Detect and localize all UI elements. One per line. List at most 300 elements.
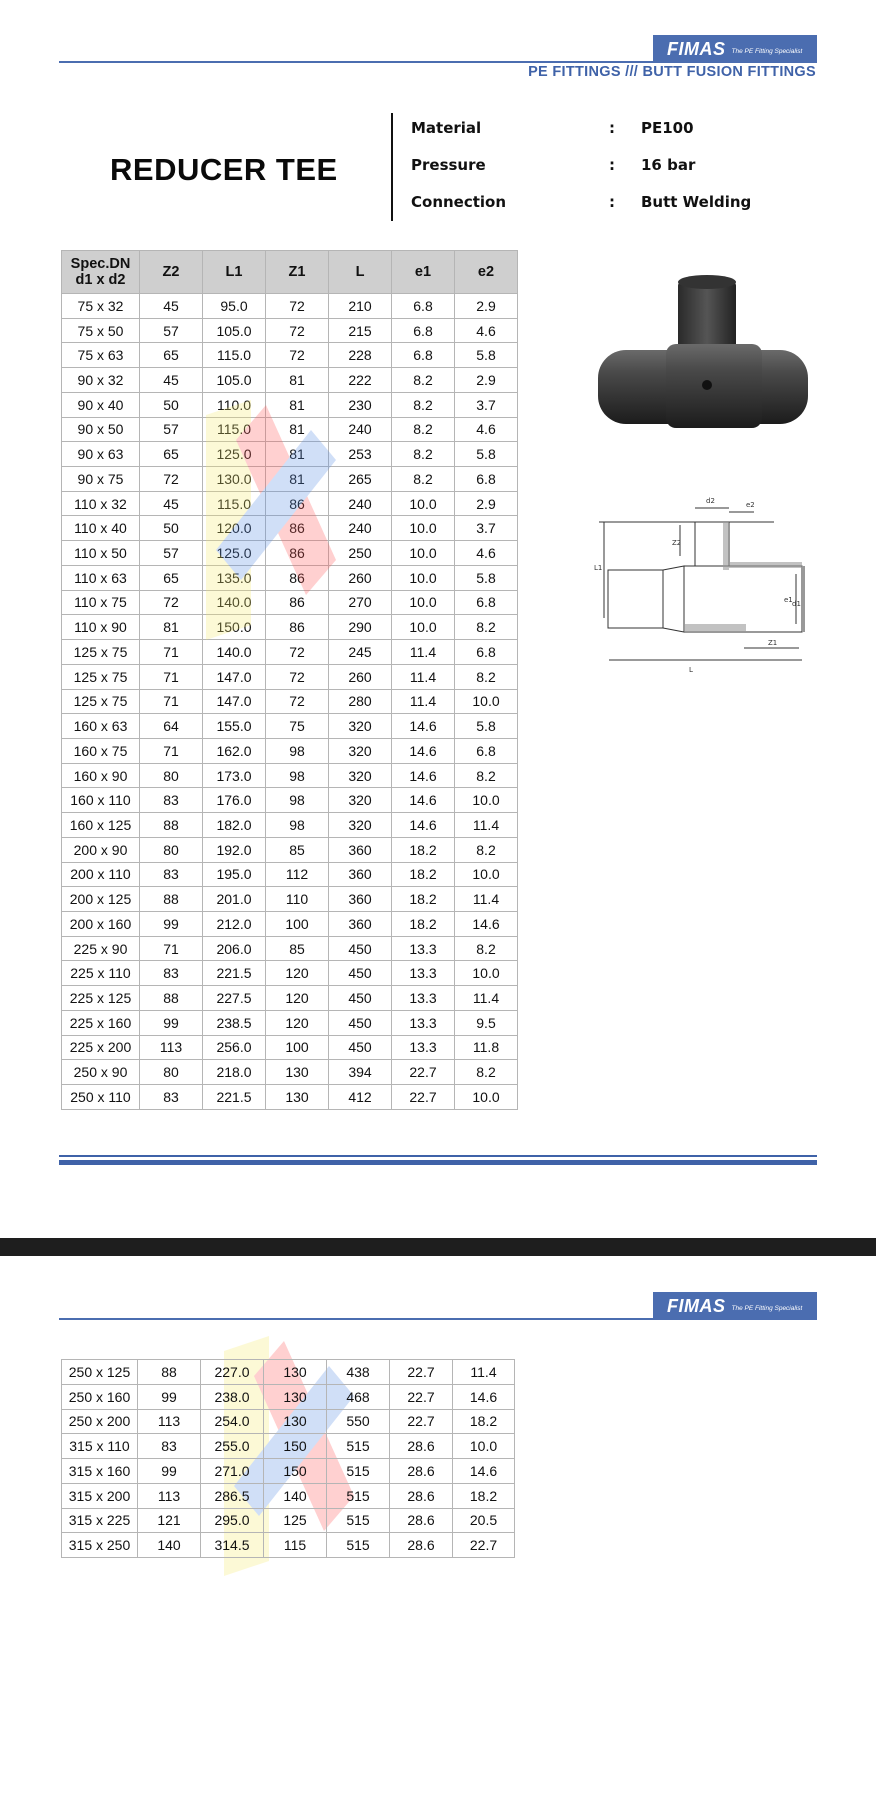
cell-z2: 140 xyxy=(138,1533,201,1558)
cell-z1: 75 xyxy=(266,714,329,739)
cell-spec-dn: 315 x 250 xyxy=(62,1533,138,1558)
spec-separator: : xyxy=(609,119,615,137)
table-row xyxy=(62,640,518,665)
cell-l: 240 xyxy=(329,491,392,516)
cell-e2: 20.5 xyxy=(453,1508,515,1533)
cell-l: 245 xyxy=(329,640,392,665)
cell-e1: 28.6 xyxy=(390,1508,453,1533)
dimensions-table-continued xyxy=(61,1359,515,1558)
cell-l1: 150.0 xyxy=(203,615,266,640)
brand-logo xyxy=(653,1292,817,1320)
cell-e2: 4.6 xyxy=(455,318,518,343)
column-header-z1: Z1 xyxy=(266,251,329,294)
cell-l: 515 xyxy=(327,1508,390,1533)
cell-l1: 105.0 xyxy=(203,318,266,343)
cell-e2: 8.2 xyxy=(455,936,518,961)
cell-e2: 6.8 xyxy=(455,467,518,492)
drawing-label: e1 xyxy=(784,596,793,604)
table-row xyxy=(62,1459,515,1484)
cell-e1: 6.8 xyxy=(392,343,455,368)
cell-l1: 130.0 xyxy=(203,467,266,492)
cell-z2: 83 xyxy=(140,788,203,813)
cell-z1: 125 xyxy=(264,1508,327,1533)
product-title: REDUCER TEE xyxy=(110,152,338,187)
cell-e2: 8.2 xyxy=(455,1060,518,1085)
cell-l: 468 xyxy=(327,1384,390,1409)
cell-z1: 130 xyxy=(264,1409,327,1434)
column-header-e2: e2 xyxy=(455,251,518,294)
cell-spec-dn: 90 x 40 xyxy=(62,392,140,417)
cell-e1: 10.0 xyxy=(392,565,455,590)
product-photo xyxy=(588,272,820,432)
cell-z2: 80 xyxy=(140,1060,203,1085)
cell-z2: 64 xyxy=(140,714,203,739)
cell-spec-dn: 250 x 90 xyxy=(62,1060,140,1085)
cell-e2: 3.7 xyxy=(455,392,518,417)
cell-z2: 50 xyxy=(140,392,203,417)
cell-e1: 8.2 xyxy=(392,368,455,393)
cell-z1: 100 xyxy=(266,1035,329,1060)
cell-spec-dn: 110 x 32 xyxy=(62,491,140,516)
cell-l1: 195.0 xyxy=(203,862,266,887)
cell-z2: 57 xyxy=(140,417,203,442)
cell-l1: 182.0 xyxy=(203,813,266,838)
table-row xyxy=(62,837,518,862)
cell-e1: 10.0 xyxy=(392,590,455,615)
table-row xyxy=(62,664,518,689)
cell-z2: 99 xyxy=(140,911,203,936)
cell-e1: 14.6 xyxy=(392,788,455,813)
column-header-z2: Z2 xyxy=(140,251,203,294)
table-row xyxy=(62,714,518,739)
cell-spec-dn: 75 x 63 xyxy=(62,343,140,368)
technical-drawing xyxy=(594,490,806,680)
table-row xyxy=(62,689,518,714)
cell-l1: 254.0 xyxy=(201,1409,264,1434)
cell-z2: 121 xyxy=(138,1508,201,1533)
cell-z2: 65 xyxy=(140,565,203,590)
cell-e2: 14.6 xyxy=(455,911,518,936)
table-header-row xyxy=(62,251,518,294)
cell-spec-dn: 90 x 32 xyxy=(62,368,140,393)
cell-z1: 98 xyxy=(266,788,329,813)
page-separator xyxy=(0,1238,876,1256)
cell-e1: 13.3 xyxy=(392,986,455,1011)
brand-tagline: The PE Fitting Specialist xyxy=(731,1305,803,1312)
cell-l1: 115.0 xyxy=(203,417,266,442)
cell-e2: 6.8 xyxy=(455,640,518,665)
cell-z1: 86 xyxy=(266,565,329,590)
table-row xyxy=(62,1508,515,1533)
table-row xyxy=(62,813,518,838)
table-row xyxy=(62,1533,515,1558)
cell-l: 360 xyxy=(329,887,392,912)
table-row xyxy=(62,1010,518,1035)
cell-e2: 14.6 xyxy=(453,1384,515,1409)
cell-e2: 5.8 xyxy=(455,714,518,739)
cell-l1: 206.0 xyxy=(203,936,266,961)
table-row xyxy=(62,1060,518,1085)
cell-e2: 2.9 xyxy=(455,294,518,319)
cell-e2: 11.4 xyxy=(455,986,518,1011)
cell-e2: 11.4 xyxy=(455,813,518,838)
table-row xyxy=(62,541,518,566)
cell-e1: 13.3 xyxy=(392,961,455,986)
cell-l1: 271.0 xyxy=(201,1459,264,1484)
cell-e1: 13.3 xyxy=(392,1035,455,1060)
cell-z1: 120 xyxy=(266,1010,329,1035)
cell-e1: 10.0 xyxy=(392,541,455,566)
cell-e1: 10.0 xyxy=(392,615,455,640)
cell-l1: 147.0 xyxy=(203,689,266,714)
cell-e2: 4.6 xyxy=(455,417,518,442)
cell-z1: 140 xyxy=(264,1483,327,1508)
cell-spec-dn: 200 x 160 xyxy=(62,911,140,936)
cell-l: 240 xyxy=(329,417,392,442)
cell-l1: 314.5 xyxy=(201,1533,264,1558)
cell-e1: 13.3 xyxy=(392,936,455,961)
cell-e2: 2.9 xyxy=(455,368,518,393)
spec-row-pressure xyxy=(411,156,811,176)
cell-spec-dn: 75 x 32 xyxy=(62,294,140,319)
cell-z1: 115 xyxy=(264,1533,327,1558)
table-row xyxy=(62,590,518,615)
cell-z1: 150 xyxy=(264,1459,327,1484)
cell-e2: 6.8 xyxy=(455,590,518,615)
cell-z2: 71 xyxy=(140,689,203,714)
table-row xyxy=(62,1035,518,1060)
cell-l1: 221.5 xyxy=(203,961,266,986)
cell-spec-dn: 225 x 90 xyxy=(62,936,140,961)
cell-l: 265 xyxy=(329,467,392,492)
cell-e1: 28.6 xyxy=(390,1533,453,1558)
cell-e1: 8.2 xyxy=(392,417,455,442)
cell-spec-dn: 225 x 160 xyxy=(62,1010,140,1035)
cell-l: 450 xyxy=(329,961,392,986)
cell-l: 228 xyxy=(329,343,392,368)
table-row xyxy=(62,1483,515,1508)
table-row xyxy=(62,318,518,343)
cell-e2: 3.7 xyxy=(455,516,518,541)
cell-e1: 11.4 xyxy=(392,664,455,689)
cell-l: 515 xyxy=(327,1533,390,1558)
column-header-l1: L1 xyxy=(203,251,266,294)
table-row xyxy=(62,491,518,516)
cell-l: 450 xyxy=(329,1010,392,1035)
cell-e1: 10.0 xyxy=(392,516,455,541)
cell-z1: 150 xyxy=(264,1434,327,1459)
table-row xyxy=(62,936,518,961)
cell-z2: 83 xyxy=(140,961,203,986)
cell-l1: 227.5 xyxy=(203,986,266,1011)
cell-e2: 11.8 xyxy=(455,1035,518,1060)
cell-e1: 11.4 xyxy=(392,640,455,665)
cell-z1: 81 xyxy=(266,442,329,467)
cell-l: 320 xyxy=(329,714,392,739)
cell-z2: 50 xyxy=(140,516,203,541)
cell-e1: 22.7 xyxy=(390,1384,453,1409)
cell-e2: 10.0 xyxy=(455,862,518,887)
cell-e2: 5.8 xyxy=(455,565,518,590)
cell-e1: 8.2 xyxy=(392,392,455,417)
title-divider xyxy=(391,113,393,221)
spec-separator: : xyxy=(609,156,615,174)
column-header-e1: e1 xyxy=(392,251,455,294)
cell-spec-dn: 160 x 110 xyxy=(62,788,140,813)
cell-l1: 173.0 xyxy=(203,763,266,788)
cell-e1: 11.4 xyxy=(392,689,455,714)
cell-e1: 22.7 xyxy=(390,1409,453,1434)
table-row xyxy=(62,343,518,368)
drawing-label: Z1 xyxy=(768,639,778,647)
cell-l1: 221.5 xyxy=(203,1085,266,1110)
cell-z1: 110 xyxy=(266,887,329,912)
cell-z2: 71 xyxy=(140,640,203,665)
cell-spec-dn: 250 x 160 xyxy=(62,1384,138,1409)
cell-spec-dn: 90 x 63 xyxy=(62,442,140,467)
cell-z1: 86 xyxy=(266,491,329,516)
cell-spec-dn: 250 x 200 xyxy=(62,1409,138,1434)
cell-z2: 88 xyxy=(140,813,203,838)
cell-z2: 57 xyxy=(140,318,203,343)
cell-l: 360 xyxy=(329,911,392,936)
cell-spec-dn: 110 x 75 xyxy=(62,590,140,615)
cell-l1: 256.0 xyxy=(203,1035,266,1060)
cell-z1: 85 xyxy=(266,837,329,862)
table-row xyxy=(62,1384,515,1409)
cell-e2: 10.0 xyxy=(453,1434,515,1459)
cell-e2: 8.2 xyxy=(455,837,518,862)
brand-name: FIMAS xyxy=(667,1295,726,1316)
cell-spec-dn: 200 x 90 xyxy=(62,837,140,862)
table-row xyxy=(62,961,518,986)
cell-e1: 14.6 xyxy=(392,763,455,788)
cell-l1: 218.0 xyxy=(203,1060,266,1085)
cell-l: 270 xyxy=(329,590,392,615)
cell-l: 360 xyxy=(329,837,392,862)
footer-rule-thin xyxy=(59,1155,817,1157)
cell-z1: 98 xyxy=(266,763,329,788)
cell-spec-dn: 225 x 110 xyxy=(62,961,140,986)
cell-spec-dn: 200 x 110 xyxy=(62,862,140,887)
cell-z2: 57 xyxy=(140,541,203,566)
cell-z1: 72 xyxy=(266,318,329,343)
cell-e2: 8.2 xyxy=(455,615,518,640)
cell-z2: 72 xyxy=(140,467,203,492)
cell-z1: 81 xyxy=(266,368,329,393)
header-rule xyxy=(59,61,817,63)
cell-z1: 130 xyxy=(266,1085,329,1110)
cell-l: 320 xyxy=(329,813,392,838)
spec-label: Material xyxy=(411,119,482,137)
cell-l: 320 xyxy=(329,738,392,763)
category-subtitle: PE FITTINGS /// BUTT FUSION FITTINGS xyxy=(528,64,816,80)
cell-l: 515 xyxy=(327,1483,390,1508)
cell-z1: 130 xyxy=(266,1060,329,1085)
cell-spec-dn: 125 x 75 xyxy=(62,640,140,665)
table-row xyxy=(62,763,518,788)
cell-z1: 86 xyxy=(266,590,329,615)
cell-e2: 14.6 xyxy=(453,1459,515,1484)
table-row xyxy=(62,442,518,467)
cell-e2: 8.2 xyxy=(455,763,518,788)
footer-rule-thick xyxy=(59,1160,817,1165)
cell-z1: 86 xyxy=(266,541,329,566)
cell-l1: 255.0 xyxy=(201,1434,264,1459)
cell-z2: 113 xyxy=(140,1035,203,1060)
cell-l1: 238.0 xyxy=(201,1384,264,1409)
cell-spec-dn: 110 x 50 xyxy=(62,541,140,566)
drawing-label: d1 xyxy=(792,600,801,608)
cell-l: 210 xyxy=(329,294,392,319)
cell-spec-dn: 125 x 75 xyxy=(62,689,140,714)
table-row xyxy=(62,788,518,813)
cell-l: 360 xyxy=(329,862,392,887)
cell-z1: 86 xyxy=(266,516,329,541)
table-row xyxy=(62,986,518,1011)
cell-l: 240 xyxy=(329,516,392,541)
cell-e1: 18.2 xyxy=(392,862,455,887)
cell-e2: 10.0 xyxy=(455,1085,518,1110)
cell-e1: 13.3 xyxy=(392,1010,455,1035)
cell-l: 450 xyxy=(329,1035,392,1060)
cell-e2: 9.5 xyxy=(455,1010,518,1035)
cell-e1: 18.2 xyxy=(392,837,455,862)
drawing-label: Z2 xyxy=(672,539,682,547)
cell-spec-dn: 225 x 125 xyxy=(62,986,140,1011)
cell-z2: 113 xyxy=(138,1409,201,1434)
cell-z1: 86 xyxy=(266,615,329,640)
cell-e2: 10.0 xyxy=(455,788,518,813)
cell-spec-dn: 315 x 200 xyxy=(62,1483,138,1508)
cell-e1: 22.7 xyxy=(392,1060,455,1085)
brand-name: FIMAS xyxy=(667,38,726,59)
cell-l1: 120.0 xyxy=(203,516,266,541)
dimensions-table xyxy=(61,250,518,1110)
cell-l1: 140.0 xyxy=(203,640,266,665)
cell-z2: 88 xyxy=(138,1360,201,1385)
brand-logo xyxy=(653,35,817,63)
cell-spec-dn: 160 x 90 xyxy=(62,763,140,788)
cell-z1: 100 xyxy=(266,911,329,936)
cell-spec-dn: 160 x 75 xyxy=(62,738,140,763)
cell-z2: 65 xyxy=(140,343,203,368)
cell-e1: 22.7 xyxy=(392,1085,455,1110)
table-row xyxy=(62,565,518,590)
cell-spec-dn: 160 x 63 xyxy=(62,714,140,739)
cell-spec-dn: 125 x 75 xyxy=(62,664,140,689)
cell-l: 515 xyxy=(327,1434,390,1459)
cell-spec-dn: 90 x 50 xyxy=(62,417,140,442)
drawing-label: L xyxy=(689,666,693,674)
cell-e2: 11.4 xyxy=(453,1360,515,1385)
cell-z1: 81 xyxy=(266,417,329,442)
cell-l: 260 xyxy=(329,565,392,590)
drawing-label: e2 xyxy=(746,501,755,509)
cell-l: 215 xyxy=(329,318,392,343)
cell-l1: 105.0 xyxy=(203,368,266,393)
table-row xyxy=(62,1409,515,1434)
table-row xyxy=(62,887,518,912)
cell-l1: 155.0 xyxy=(203,714,266,739)
cell-l1: 95.0 xyxy=(203,294,266,319)
cell-l: 450 xyxy=(329,986,392,1011)
cell-z1: 98 xyxy=(266,813,329,838)
cell-e2: 10.0 xyxy=(455,961,518,986)
cell-z2: 81 xyxy=(140,615,203,640)
table-row xyxy=(62,417,518,442)
cell-l1: 125.0 xyxy=(203,541,266,566)
spec-value: Butt Welding xyxy=(641,193,752,211)
cell-l: 253 xyxy=(329,442,392,467)
cell-z2: 65 xyxy=(140,442,203,467)
cell-e2: 10.0 xyxy=(455,689,518,714)
cell-l1: 176.0 xyxy=(203,788,266,813)
cell-z2: 80 xyxy=(140,837,203,862)
cell-spec-dn: 110 x 40 xyxy=(62,516,140,541)
cell-e1: 18.2 xyxy=(392,887,455,912)
cell-l: 450 xyxy=(329,936,392,961)
cell-l1: 140.0 xyxy=(203,590,266,615)
cell-e2: 5.8 xyxy=(455,343,518,368)
cell-e1: 14.6 xyxy=(392,714,455,739)
cell-spec-dn: 200 x 125 xyxy=(62,887,140,912)
cell-l1: 192.0 xyxy=(203,837,266,862)
cell-z1: 112 xyxy=(266,862,329,887)
cell-l: 412 xyxy=(329,1085,392,1110)
cell-z1: 81 xyxy=(266,467,329,492)
drawing-label: L1 xyxy=(594,564,603,572)
table-row xyxy=(62,1434,515,1459)
cell-e1: 18.2 xyxy=(392,911,455,936)
cell-z2: 45 xyxy=(140,368,203,393)
cell-e2: 2.9 xyxy=(455,491,518,516)
cell-l1: 201.0 xyxy=(203,887,266,912)
spec-separator: : xyxy=(609,193,615,211)
cell-e2: 22.7 xyxy=(453,1533,515,1558)
cell-z1: 72 xyxy=(266,689,329,714)
cell-l1: 147.0 xyxy=(203,664,266,689)
cell-spec-dn: 110 x 63 xyxy=(62,565,140,590)
cell-z1: 72 xyxy=(266,294,329,319)
cell-e1: 28.6 xyxy=(390,1483,453,1508)
cell-z2: 45 xyxy=(140,491,203,516)
cell-e1: 28.6 xyxy=(390,1434,453,1459)
spec-value: 16 bar xyxy=(641,156,696,174)
cell-e1: 28.6 xyxy=(390,1459,453,1484)
cell-spec-dn: 90 x 75 xyxy=(62,467,140,492)
cell-l: 550 xyxy=(327,1409,390,1434)
table-body xyxy=(62,1360,515,1558)
drawing-label: d2 xyxy=(706,497,715,505)
cell-l: 260 xyxy=(329,664,392,689)
cell-z1: 85 xyxy=(266,936,329,961)
cell-z1: 72 xyxy=(266,664,329,689)
cell-e1: 10.0 xyxy=(392,491,455,516)
cell-e2: 4.6 xyxy=(455,541,518,566)
spec-label: Connection xyxy=(411,193,507,211)
cell-z1: 98 xyxy=(266,738,329,763)
cell-spec-dn: 315 x 160 xyxy=(62,1459,138,1484)
table-row xyxy=(62,294,518,319)
cell-z1: 120 xyxy=(266,961,329,986)
cell-e2: 18.2 xyxy=(453,1483,515,1508)
cell-z2: 83 xyxy=(140,1085,203,1110)
spec-label: Pressure xyxy=(411,156,486,174)
cell-z1: 81 xyxy=(266,392,329,417)
cell-e1: 8.2 xyxy=(392,442,455,467)
brand-tagline: The PE Fitting Specialist xyxy=(731,48,803,55)
